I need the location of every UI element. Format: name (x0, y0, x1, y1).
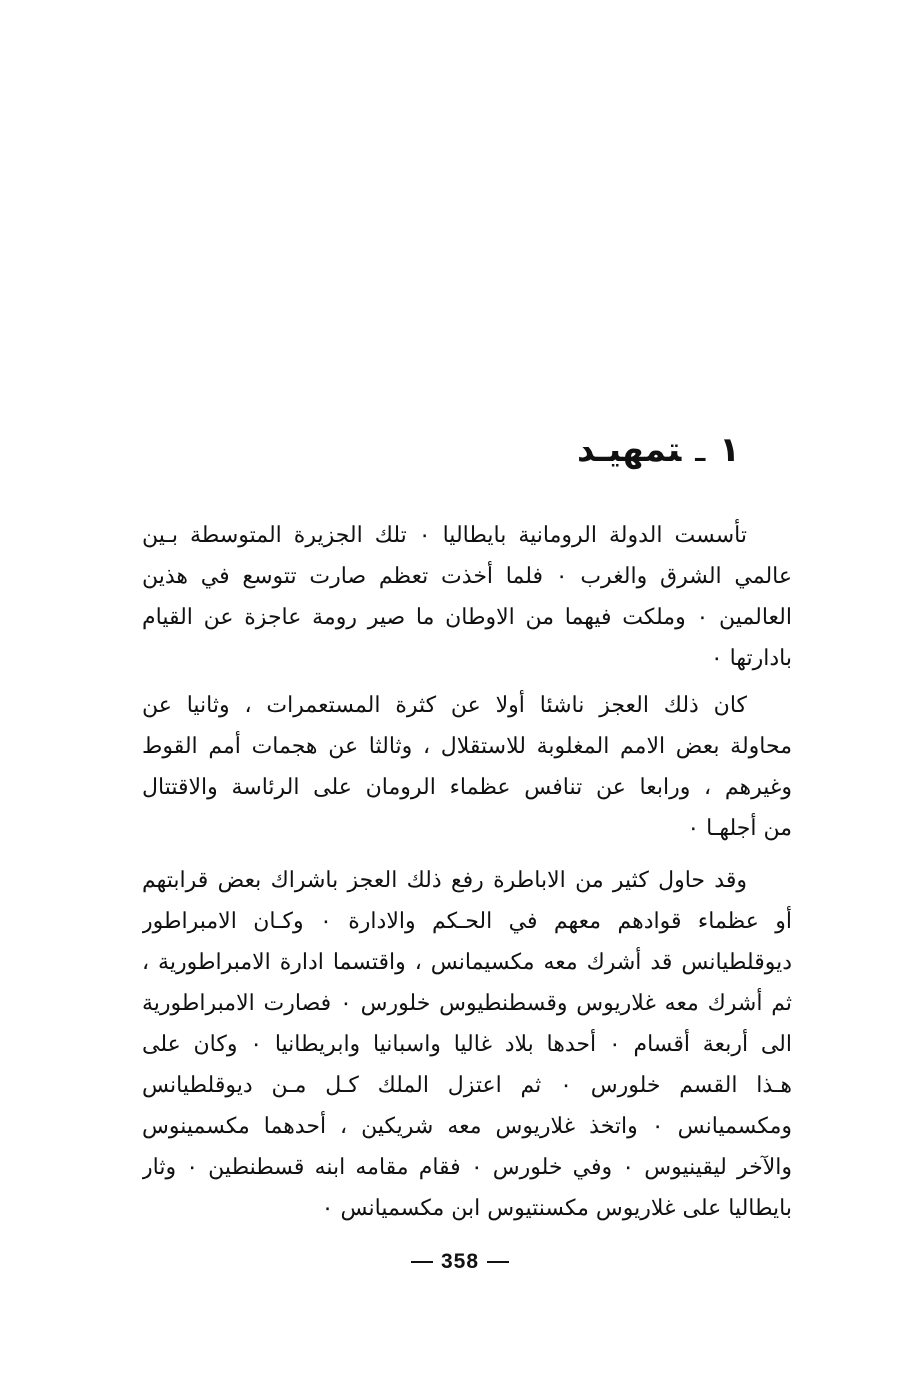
paragraph-line: أو عظماء قوادهم معهم في الحـكم والادارة ٠ وكـان الامبراطور (142, 909, 792, 934)
paragraph-line: ديوقلطيانس قد أشرك معه مكسيمانس ، واقتسما ادارة الامبراطورية ، (142, 950, 792, 975)
paragraph-line: بادارتها ٠ (710, 646, 792, 671)
paragraph-line: ثم أشرك معه غلاريوس وقسطنطيوس خلورس ٠ فصارت الامبراطورية (142, 991, 792, 1016)
paragraph-line: وغيرهم ، ورابعا عن تنافس عظماء الرومان على الرئاسة والاقتتال (142, 775, 792, 800)
paragraph-3 (142, 860, 792, 1229)
paragraph-line: العالمين ٠ وملكت فيهما من الاوطان ما صير رومة عاجزة عن القيام (142, 605, 792, 630)
section-number: ١ (719, 430, 740, 470)
paragraph-line: هـذا القسم خلورس ٠ ثم اعتزل الملك كـل مـن ديوقلطيانس (142, 1073, 792, 1098)
paragraph-line: عالمي الشرق والغرب ٠ فلما أخذت تعظم صارت تتوسع في هذين (142, 564, 792, 589)
paragraph-line: والآخر ليقينيوس ٠ وفي خلورس ٠ فقام مقامه ابنه قسطنطين ٠ وثار (142, 1155, 792, 1180)
section-dash: ـ (695, 430, 706, 470)
section-heading (340, 428, 740, 472)
paragraph-line: الى أربعة أقسام ٠ أحدها بلاد غاليا واسبانيا وابريطانيا ٠ وكان على (142, 1032, 792, 1057)
page-number (0, 1247, 920, 1277)
paragraph-line: بايطاليا على غلاريوس مكسنتيوس ابن مكسميانس ٠ (321, 1196, 792, 1221)
paragraph-line: وقد حاول كثير من الاباطرة رفع ذلك العجز باشراك بعض قرابتهم (142, 868, 747, 893)
paragraph-line: ومكسميانس ٠ واتخذ غلاريوس معه شريكين ، أحدهما مكسمينوس (142, 1114, 792, 1139)
paragraph-line: محاولة بعض الامم المغلوبة للاستقلال ، وثالثا عن هجمات أمم القوط (142, 734, 792, 759)
section-title: تمهيـد (577, 430, 682, 470)
paragraph-line: من أجلهـا ٠ (687, 816, 792, 841)
paragraph-line: تأسست الدولة الرومانية بايطاليا ٠ تلك الجزيرة المتوسطة بـين (142, 523, 747, 548)
paragraph-line: كان ذلك العجز ناشئا أولا عن كثرة المستعمرات ، وثانيا عن (142, 693, 747, 718)
paragraph-2 (142, 685, 792, 849)
page-number-rule-right (487, 1261, 509, 1263)
page-number-rule-left (411, 1261, 433, 1263)
paragraph-1 (142, 515, 792, 679)
page-number-value: 358 (440, 1250, 480, 1273)
